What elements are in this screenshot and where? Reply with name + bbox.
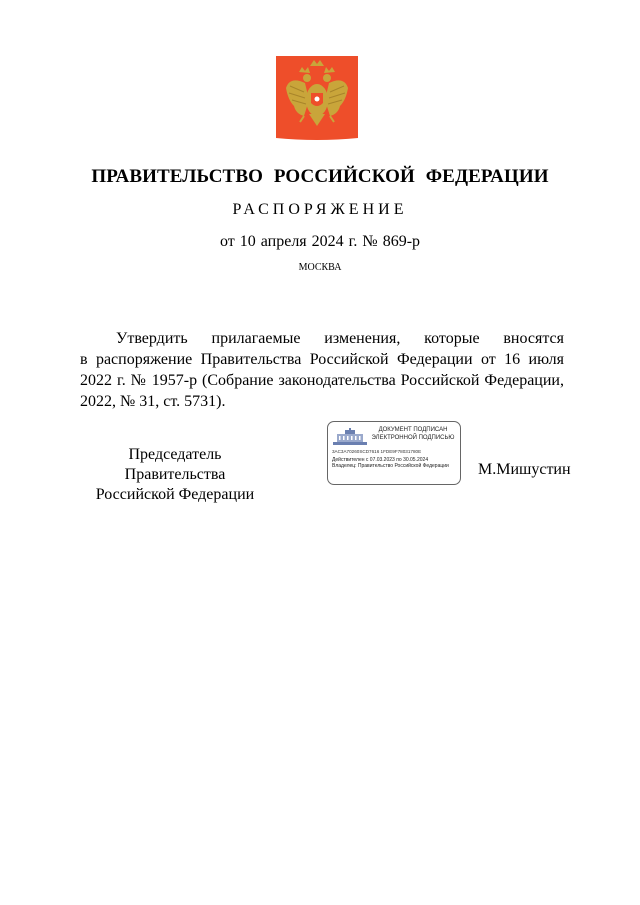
stamp-heading-line1: ДОКУМЕНТ ПОДПИСАН — [378, 427, 448, 433]
body-text-rest: в распоряжение Правительства Российской Федерации от 16 июля 2022 г. № 1957-р (Собрание законодательства Российской Федерации, 2022, № 31, ст. 5731). — [80, 351, 564, 410]
body-first-line: Утвердить прилагаемые изменения, которые вносятся — [116, 330, 564, 347]
stamp-certificate: 3AC3A70260SCD7616 1FDE9F78031780E — [332, 449, 422, 454]
document-city: МОСКВА — [298, 262, 342, 273]
government-building-icon — [333, 428, 367, 446]
signer-title-line1: Председатель Правительства — [124, 446, 226, 483]
government-title: ПРАВИТЕЛЬСТВО РОССИЙСКОЙ ФЕДЕРАЦИИ — [91, 166, 549, 187]
stamp-heading-line2: ЭЛЕКТРОННОЙ ПОДПИСЬЮ — [371, 435, 455, 441]
state-emblem-icon — [276, 56, 358, 142]
stamp-validity — [332, 457, 456, 469]
signer-title-line2: Российской Федерации — [95, 486, 255, 503]
document-date-number: от 10 апреля 2024 г. № 869-р — [219, 233, 421, 250]
signer-title — [80, 445, 270, 505]
stamp-heading — [368, 426, 458, 442]
electronic-signature-stamp — [327, 421, 461, 485]
document-body — [80, 328, 564, 412]
document-type: РАСПОРЯЖЕНИЕ — [232, 201, 408, 218]
stamp-owner: Владелец: Правительство Российской Федерации — [332, 463, 449, 469]
stamp-valid-dates: Действителен с 07.03.2023 по 30.05.2024 — [332, 457, 429, 463]
signer-name: М.Мишустин — [478, 461, 571, 478]
